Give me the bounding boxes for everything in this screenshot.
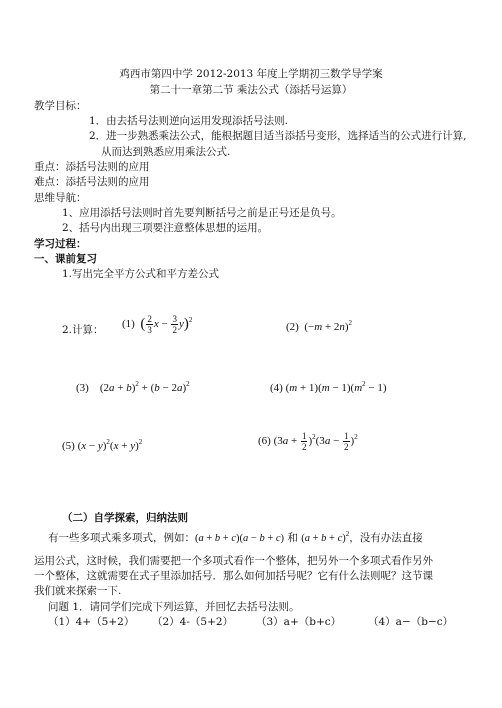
problem-5-number: (5) xyxy=(62,440,75,452)
explore-para-line4: 我们就来探索一下. xyxy=(34,585,122,597)
key-point: 重点：添括号法则的应用 xyxy=(34,161,150,173)
review-heading: 一、课前复习 xyxy=(34,253,97,265)
problem-3-number: (3) xyxy=(76,382,89,394)
question-1: 问题 1．请同学们完成下列运算，并回忆去括号法则。 xyxy=(48,601,300,613)
objectives-label: 教学目标： xyxy=(34,100,87,112)
explore-heading: （二）自学探索，归纳法则 xyxy=(62,512,188,524)
problem-1-number: (1) xyxy=(122,318,135,331)
problem-6: (6) (3a + $\frac{1}{2}$ )$^2$(3a − $\frac{1}{2}$ )$^2$ xyxy=(258,431,358,452)
thinking-1: 1、应用添括号法则时首先要判断括号之前是正号还是负号。 xyxy=(62,207,342,219)
difficult-point: 难点：添括号法则的应用 xyxy=(34,176,150,188)
process-label: 学习过程： xyxy=(34,238,87,250)
exercise-4: （4）a−（b−c） xyxy=(368,616,454,628)
thinking-label: 思维导航： xyxy=(34,192,87,204)
explore-para-line1 xyxy=(48,532,423,545)
thinking-2: 2、括号内出现三项要注意整体思想的运用。 xyxy=(62,222,269,234)
problem-3: (3) $(2a + b)^2 + (b - 2a)^2$ xyxy=(76,380,190,394)
objective-2: 2．进一步熟悉乘法公式，能根据题目适当添括号变形，选择适当的公式进行计算, xyxy=(89,130,467,142)
explore-para-line2: 运用公式，这时候，我们需要把一个多项式看作一个整体，把另外一个多项式看作另外 xyxy=(34,555,433,567)
exercise-2: （2）4-（5+2） xyxy=(152,616,234,628)
explore-para-line1-and: 和 xyxy=(287,532,298,544)
formula-example-2: $(a + b + c)^2$ xyxy=(301,530,350,544)
exercise-1: （1）4+（5+2） xyxy=(48,616,135,628)
problem-4: (4) $(m + 1)(m - 1)(m^2 - 1)$ xyxy=(270,380,387,394)
problem-6-number: (6) xyxy=(258,435,271,448)
explore-para-line1-start: 有一些多项式乘多项式，例如： xyxy=(48,532,195,544)
problem-2-number: (2) xyxy=(286,321,299,333)
problem-1: (1) ( $\frac{2}{3}$ x − $\frac{3}{2}$ y)$^2$ xyxy=(122,314,193,335)
objective-2-cont: 从而达到熟悉应用乘法公式. xyxy=(101,146,231,158)
objective-1: 1．由去括号法则逆向运用发现添括号法则. xyxy=(89,115,289,127)
problem-2: (2) $(-m + 2n)^2$ xyxy=(286,319,353,333)
section-subtitle: 第二十一章第二节 乘法公式（添括号运算） xyxy=(149,84,353,96)
review-q2-label: 2.计算： xyxy=(62,324,104,336)
explore-para-line3: 一个整体，这就需要在式子里添加括号．那么如何加括号呢？它有什么法则呢？这节课 xyxy=(34,570,433,582)
explore-para-line1-end: ，没有办法直接 xyxy=(349,532,423,544)
problem-5: (5) $(x - y)^2(x + y)^2$ xyxy=(62,438,143,452)
exercise-3: （3）a+（b+c） xyxy=(256,616,342,628)
review-q1: 1.写出完全平方公式和平方差公式 xyxy=(62,268,220,280)
problem-4-number: (4) xyxy=(270,382,283,394)
formula-example-1: (a + b + c)(a − b + c) xyxy=(195,533,285,544)
page-title: 鸡西市第四中学 2012-2013 年度上学期初三数学导学案 xyxy=(119,68,383,80)
